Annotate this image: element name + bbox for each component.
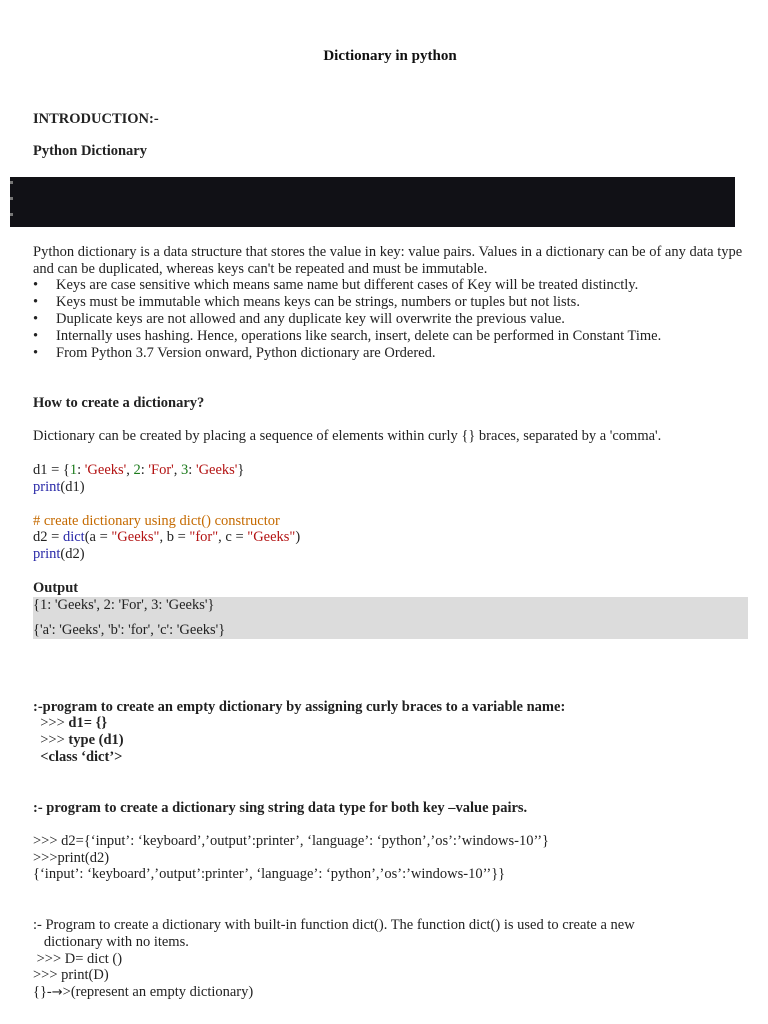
empty-dict-line: <class ‘dict’> <box>33 749 123 765</box>
banner-dot <box>10 181 13 184</box>
string-dict-heading: :- program to create a dictionary sing string data type for both key –value pairs. <box>33 800 528 816</box>
output-heading: Output <box>33 580 79 596</box>
code-token: } <box>237 462 245 478</box>
bullet-icon: • <box>33 294 39 310</box>
code-token: ) <box>295 529 301 545</box>
code-text: >(represent an empty dictionary) <box>62 984 254 1000</box>
code-number: 3 <box>181 462 189 478</box>
code-line-print-d2 <box>33 546 85 563</box>
bullet-icon: • <box>33 345 39 361</box>
list-item-text: Keys are case sensitive which means same name but different cases of Key will be treated distinctly. <box>56 277 639 293</box>
string-dict-line: >>>print(d2) <box>33 850 110 866</box>
code-text: type (d1) <box>68 732 124 748</box>
code-token: , b = <box>159 529 190 545</box>
code-string: "for" <box>189 529 219 545</box>
output-line: {'a': 'Geeks', 'b': 'for', 'c': 'Geeks'} <box>33 622 226 638</box>
code-token: (a = <box>84 529 112 545</box>
sub-heading: Python Dictionary <box>33 143 147 159</box>
prompt-text: >>> <box>33 715 69 731</box>
code-token: (d1) <box>60 479 85 495</box>
builtin-line: >>> print(D) <box>33 967 109 983</box>
builtin-paragraph: dictionary with no items. <box>33 934 189 950</box>
bullet-icon: • <box>33 328 39 344</box>
arrow-right-icon: → <box>51 985 63 1000</box>
string-dict-line: >>> d2={‘input’: ‘keyboard’,’output’:printer’, ‘language’: ‘python’,’os’:’windows-10’’} <box>33 833 550 849</box>
code-keyword: print <box>33 479 61 495</box>
code-keyword: dict <box>62 529 85 545</box>
code-line-print-d1 <box>33 479 85 496</box>
code-comment: # create dictionary using dict() constructor <box>33 513 280 529</box>
code-token: , <box>126 462 134 478</box>
code-token: : <box>77 462 85 478</box>
list-item-text: Duplicate keys are not allowed and any duplicate key will overwrite the previous value. <box>56 311 565 327</box>
code-text: {}- <box>33 984 52 1000</box>
code-text: d1= {} <box>68 715 108 731</box>
list-item-text: From Python 3.7 Version onward, Python dictionary are Ordered. <box>56 345 436 361</box>
list-item <box>33 311 753 328</box>
code-token: , <box>173 462 182 478</box>
create-heading: How to create a dictionary? <box>33 395 205 411</box>
empty-dict-heading: :-program to create an empty dictionary by assigning curly braces to a variable name: <box>33 699 566 715</box>
page-title: Dictionary in python <box>323 48 457 64</box>
banner-dot <box>10 213 13 216</box>
intro-paragraph: Python dictionary is a data structure that stores the value in key: value pairs. Values in a dictionary can be of any data type and can be duplicated, whereas keys can't be repeated and must be immutable. <box>33 244 743 277</box>
code-string: "Geeks" <box>111 529 160 545</box>
code-token: d1 = { <box>33 462 70 478</box>
code-string: 'Geeks' <box>84 462 127 478</box>
code-string: 'Geeks' <box>195 462 238 478</box>
output-line: {1: 'Geeks', 2: 'For', 3: 'Geeks'} <box>33 597 215 613</box>
bullet-icon: • <box>33 311 39 327</box>
code-token: , c = <box>218 529 248 545</box>
feature-list <box>33 277 753 362</box>
empty-dict-line <box>33 732 124 749</box>
code-token: (d2) <box>60 546 85 562</box>
builtin-paragraph: :- Program to create a dictionary with built-in function dict(). The function dict() is used to create a new <box>33 917 635 933</box>
code-number: 1 <box>69 462 78 478</box>
intro-heading: INTRODUCTION:- <box>33 111 159 127</box>
builtin-line: >>> D= dict () <box>33 951 123 967</box>
code-token: d2 = <box>33 529 63 545</box>
code-keyword: print <box>33 546 61 562</box>
create-paragraph: Dictionary can be created by placing a sequence of elements within curly {} braces, separated by a 'comma'. <box>33 428 662 444</box>
builtin-line <box>33 984 253 1001</box>
code-string: 'For' <box>148 462 174 478</box>
code-token: : <box>188 462 196 478</box>
code-banner <box>10 177 735 227</box>
code-token: : <box>140 462 149 478</box>
list-item <box>33 294 753 311</box>
code-line-d2 <box>33 529 300 546</box>
code-number: 2 <box>133 462 141 478</box>
bullet-icon: • <box>33 277 39 293</box>
list-item <box>33 345 753 362</box>
code-string: "Geeks" <box>247 529 296 545</box>
list-item <box>33 277 753 294</box>
banner-dot <box>10 197 13 200</box>
code-line-d1 <box>33 462 244 479</box>
empty-dict-line <box>33 715 107 732</box>
prompt-text: >>> <box>33 732 69 748</box>
list-item-text: Keys must be immutable which means keys can be strings, numbers or tuples but not lists. <box>56 294 580 310</box>
string-dict-line: {‘input’: ‘keyboard’,’output’:printer’, ‘language’: ‘python’,’os’:’windows-10’’}} <box>33 866 506 882</box>
list-item-text: Internally uses hashing. Hence, operations like search, insert, delete can be performed in Constant Time. <box>56 328 662 344</box>
list-item <box>33 328 753 345</box>
